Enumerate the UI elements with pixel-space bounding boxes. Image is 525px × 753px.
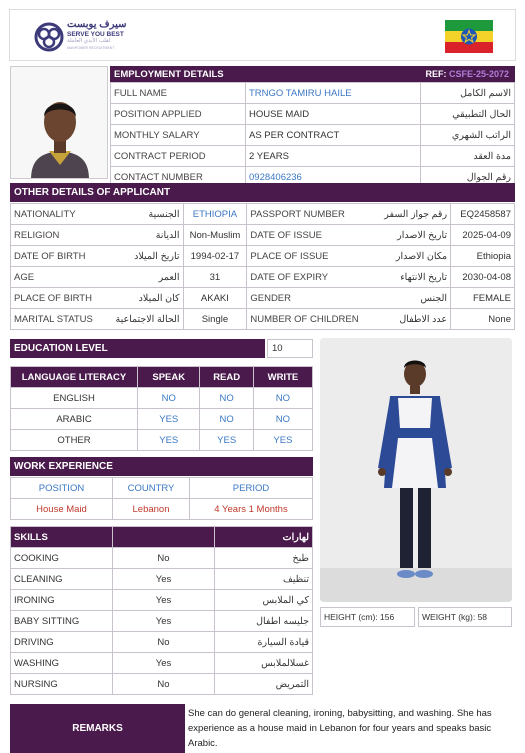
height-box bbox=[320, 607, 415, 627]
skill-name: IRONING bbox=[11, 590, 113, 611]
employment-label-ar: رقم الجوال bbox=[421, 167, 515, 188]
employment-details-header bbox=[110, 66, 245, 82]
other-label-right: DATE OF ISSUE bbox=[247, 225, 374, 246]
other-details-row bbox=[11, 288, 515, 309]
skill-name-ar: تنظيف bbox=[215, 569, 313, 590]
language-write: YES bbox=[253, 430, 312, 451]
skill-row bbox=[11, 653, 313, 674]
remarks-title: REMARKS bbox=[72, 723, 123, 734]
language-read: YES bbox=[200, 430, 253, 451]
skill-row bbox=[11, 632, 313, 653]
other-value-right: FEMALE bbox=[451, 288, 515, 309]
other-value-right: 2030-04-08 bbox=[451, 267, 515, 288]
remarks-header bbox=[10, 704, 185, 753]
skill-value: Yes bbox=[113, 653, 215, 674]
other-label-right: NUMBER OF CHILDREN bbox=[247, 309, 374, 330]
employment-label-ar: الحال التطبيقي bbox=[421, 104, 515, 125]
logo-emblem-icon bbox=[34, 22, 64, 52]
language-name: ENGLISH bbox=[11, 388, 138, 409]
employment-row bbox=[111, 104, 515, 125]
language-col-speak: SPEAK bbox=[138, 367, 200, 388]
other-label-left: DATE OF BIRTH bbox=[11, 246, 105, 267]
employment-label: CONTRACT PERIOD bbox=[111, 146, 246, 167]
weight-text: WEIGHT (kg): 58 bbox=[422, 612, 488, 622]
other-value-left: 31 bbox=[183, 267, 247, 288]
agency-name-en: SERVE YOU BEST bbox=[67, 31, 124, 38]
other-label-left-ar: الجنسية bbox=[105, 204, 183, 225]
employment-table bbox=[110, 82, 515, 188]
language-speak: YES bbox=[138, 409, 200, 430]
language-name: ARABIC bbox=[11, 409, 138, 430]
other-value-right: Ethiopia bbox=[451, 246, 515, 267]
skill-name: COOKING bbox=[11, 548, 113, 569]
other-value-left: Single bbox=[183, 309, 247, 330]
other-value-right: 2025-04-09 bbox=[451, 225, 515, 246]
language-write: NO bbox=[253, 409, 312, 430]
language-col-read: READ bbox=[200, 367, 253, 388]
other-value-right: None bbox=[451, 309, 515, 330]
other-label-right: DATE OF EXPIRY bbox=[247, 267, 374, 288]
work-experience-header bbox=[10, 457, 313, 476]
skill-name-ar: غسلالملابس bbox=[215, 653, 313, 674]
other-label-left: MARITAL STATUS bbox=[11, 309, 105, 330]
other-value-left: AKAKI bbox=[183, 288, 247, 309]
other-value-left: ETHIOPIA bbox=[183, 204, 247, 225]
work-period-value: 4 Years 1 Months bbox=[190, 499, 313, 520]
skill-name: NURSING bbox=[11, 674, 113, 695]
agency-logo bbox=[34, 19, 134, 52]
other-label-right-ar: تاريخ الانتهاء bbox=[374, 267, 451, 288]
work-col-period: PERIOD bbox=[190, 478, 313, 499]
work-col-country: COUNTRY bbox=[113, 478, 190, 499]
employment-label: CONTACT NUMBER bbox=[111, 167, 246, 188]
skills-title: SKILLS bbox=[11, 527, 113, 548]
education-header bbox=[10, 339, 265, 358]
employment-label-ar: مدة العقد bbox=[421, 146, 515, 167]
other-label-right: GENDER bbox=[247, 288, 374, 309]
other-label-right-ar: تاريخ الاصدار bbox=[374, 225, 451, 246]
other-label-left: RELIGION bbox=[11, 225, 105, 246]
language-name: OTHER bbox=[11, 430, 138, 451]
other-label-left-ar: كان الميلاد bbox=[105, 288, 183, 309]
employment-value: TRNGO TAMIRU HAILE bbox=[246, 83, 421, 104]
education-title: EDUCATION LEVEL bbox=[14, 343, 108, 354]
language-speak: NO bbox=[138, 388, 200, 409]
language-write: NO bbox=[253, 388, 312, 409]
weight-box bbox=[418, 607, 512, 627]
skills-title-ar: لهارات bbox=[215, 527, 313, 548]
employment-label: MONTHLY SALARY bbox=[111, 125, 246, 146]
applicant-full-body-photo bbox=[320, 338, 512, 602]
language-row bbox=[11, 409, 313, 430]
skill-name-ar: كي الملابس bbox=[215, 590, 313, 611]
other-label-left-ar: تاريخ الميلاد bbox=[105, 246, 183, 267]
other-value-right: EQ2458587 bbox=[451, 204, 515, 225]
skills-header-gap bbox=[113, 527, 215, 548]
employment-value: 2 YEARS bbox=[246, 146, 421, 167]
agency-sub-ar: لقلب الأيدي العاملة bbox=[67, 38, 111, 44]
work-country-value: Lebanon bbox=[113, 499, 190, 520]
skill-row bbox=[11, 674, 313, 695]
work-position-value: House Maid bbox=[11, 499, 113, 520]
language-table bbox=[10, 366, 313, 451]
employment-row bbox=[111, 83, 515, 104]
agency-name-ar: سيرف يوبست bbox=[67, 19, 127, 30]
other-label-right-ar: رقم جواز السفر bbox=[374, 204, 451, 225]
language-read: NO bbox=[200, 409, 253, 430]
other-details-row bbox=[11, 225, 515, 246]
skill-name: DRIVING bbox=[11, 632, 113, 653]
other-details-title: OTHER DETAILS OF APPLICANT bbox=[14, 187, 171, 198]
agency-sub-en: MANPOWER RECRUITMENT bbox=[67, 46, 115, 50]
other-label-right-ar: عدد الاطفال bbox=[374, 309, 451, 330]
skill-value: Yes bbox=[113, 590, 215, 611]
height-text: HEIGHT (cm): 156 bbox=[324, 612, 395, 622]
skill-value: No bbox=[113, 674, 215, 695]
employment-label: POSITION APPLIED bbox=[111, 104, 246, 125]
other-label-right-ar: الجنس bbox=[374, 288, 451, 309]
skill-name-ar: التمريض bbox=[215, 674, 313, 695]
language-row bbox=[11, 430, 313, 451]
other-label-left-ar: الديانة bbox=[105, 225, 183, 246]
skill-name-ar: جليسه اطفال bbox=[215, 611, 313, 632]
language-read: NO bbox=[200, 388, 253, 409]
other-label-right: PLACE OF ISSUE bbox=[247, 246, 374, 267]
other-details-row bbox=[11, 267, 515, 288]
work-experience-title: WORK EXPERIENCE bbox=[14, 461, 113, 472]
other-label-left-ar: الحالة الاجتماعية bbox=[105, 309, 183, 330]
employment-details-title: EMPLOYMENT DETAILS bbox=[114, 68, 224, 80]
work-col-position: POSITION bbox=[11, 478, 113, 499]
employment-label-ar: الاسم الكامل bbox=[421, 83, 515, 104]
education-value bbox=[267, 339, 313, 358]
applicant-passport-photo bbox=[10, 66, 108, 179]
reference-label: REF: bbox=[425, 69, 447, 79]
reference-value: CSFE-25-2072 bbox=[448, 69, 509, 79]
other-label-left: PLACE OF BIRTH bbox=[11, 288, 105, 309]
education-level-text: 10 bbox=[272, 343, 283, 354]
other-details-row bbox=[11, 204, 515, 225]
remarks-text: She can do general cleaning, ironing, babysitting, and washing. She has experience as a house maid in Lebanon for four years and speaks basic Arabic. bbox=[188, 708, 492, 749]
skill-row bbox=[11, 548, 313, 569]
language-row bbox=[11, 388, 313, 409]
language-title: LANGUAGE LITERACY bbox=[11, 367, 138, 388]
employment-value: 0928406236 bbox=[246, 167, 421, 188]
other-label-left: AGE bbox=[11, 267, 105, 288]
work-experience-table bbox=[10, 477, 313, 520]
other-details-row bbox=[11, 309, 515, 330]
employment-label-ar: الراتب الشهري bbox=[421, 125, 515, 146]
employment-value: HOUSE MAID bbox=[246, 104, 421, 125]
employment-row bbox=[111, 146, 515, 167]
other-label-left-ar: العمر bbox=[105, 267, 183, 288]
skill-name: WASHING bbox=[11, 653, 113, 674]
skill-name-ar: قيادة السيارة bbox=[215, 632, 313, 653]
other-label-right: PASSPORT NUMBER bbox=[247, 204, 374, 225]
other-details-header bbox=[10, 183, 515, 202]
skill-value: Yes bbox=[113, 569, 215, 590]
employment-value: AS PER CONTRACT bbox=[246, 125, 421, 146]
other-details-table bbox=[10, 203, 515, 330]
skill-name-ar: طبخ bbox=[215, 548, 313, 569]
other-value-left: Non-Muslim bbox=[183, 225, 247, 246]
skill-value: No bbox=[113, 632, 215, 653]
other-label-right-ar: مكان الاصدار bbox=[374, 246, 451, 267]
skill-value: Yes bbox=[113, 611, 215, 632]
skill-name: BABY SITTING bbox=[11, 611, 113, 632]
reference-header bbox=[245, 66, 515, 82]
language-speak: YES bbox=[138, 430, 200, 451]
skills-table bbox=[10, 526, 313, 695]
skill-value: No bbox=[113, 548, 215, 569]
skill-row bbox=[11, 590, 313, 611]
skill-row bbox=[11, 611, 313, 632]
ethiopia-flag-icon bbox=[445, 20, 493, 53]
skill-row bbox=[11, 569, 313, 590]
employment-label: FULL NAME bbox=[111, 83, 246, 104]
other-details-row bbox=[11, 246, 515, 267]
language-col-write: WRITE bbox=[253, 367, 312, 388]
skill-name: CLEANING bbox=[11, 569, 113, 590]
employment-row bbox=[111, 125, 515, 146]
other-label-left: NATIONALITY bbox=[11, 204, 105, 225]
other-value-left: 1994-02-17 bbox=[183, 246, 247, 267]
